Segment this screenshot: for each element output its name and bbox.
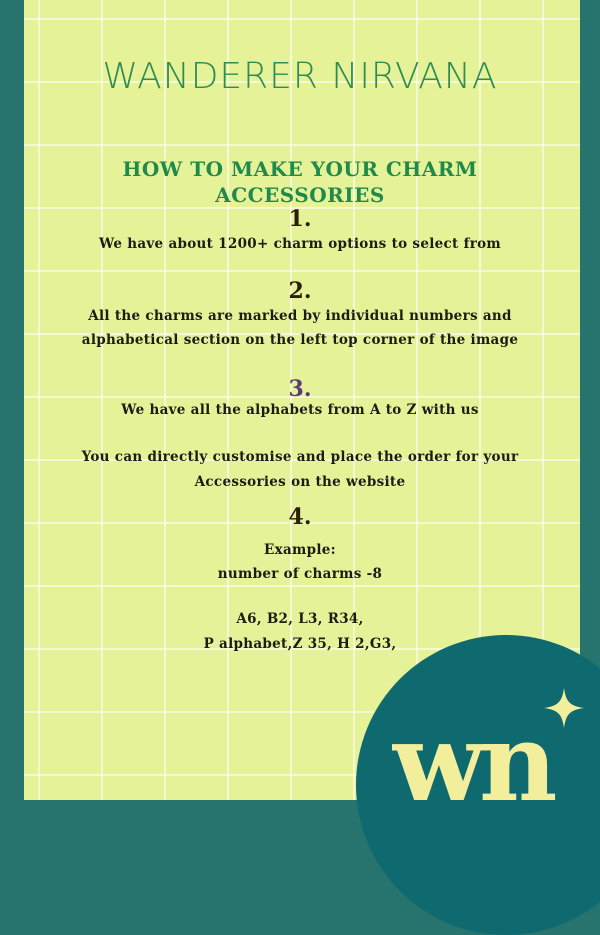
step-4-number: 4. bbox=[288, 504, 312, 530]
logo-text: wn bbox=[392, 700, 552, 800]
step-1-text: We have about 1200+ charm options to select from bbox=[99, 236, 501, 252]
step-1-number: 1. bbox=[288, 206, 312, 232]
step-3-text-line-1: We have all the alphabets from A to Z with us bbox=[121, 402, 479, 418]
heading-line-1: HOW TO MAKE YOUR CHARM bbox=[122, 157, 478, 181]
step-3-text-line-3: Accessories on the website bbox=[194, 474, 406, 490]
step-2-number: 2. bbox=[288, 278, 312, 304]
instructions-heading bbox=[0, 156, 600, 208]
brand-title: WANDERER NIRVANA bbox=[102, 56, 498, 97]
step-2-text-line-1: All the charms are marked by individual numbers and bbox=[88, 308, 512, 324]
brand-logo bbox=[392, 688, 592, 800]
step-4-text-line-4: P alphabet,Z 35, H 2,G3, bbox=[203, 636, 397, 652]
heading-line-2: ACCESSORIES bbox=[215, 183, 385, 207]
step-3-text-line-2: You can directly customise and place the order for your bbox=[81, 449, 519, 465]
step-4-text-line-3: A6, B2, L3, R34, bbox=[236, 611, 364, 627]
step-4-text-line-1: Example: bbox=[264, 542, 336, 558]
step-3-number: 3. bbox=[288, 376, 312, 402]
step-2-text-line-2: alphabetical section on the left top corner of the image bbox=[81, 332, 519, 348]
step-4-text-line-2: number of charms -8 bbox=[217, 566, 383, 582]
